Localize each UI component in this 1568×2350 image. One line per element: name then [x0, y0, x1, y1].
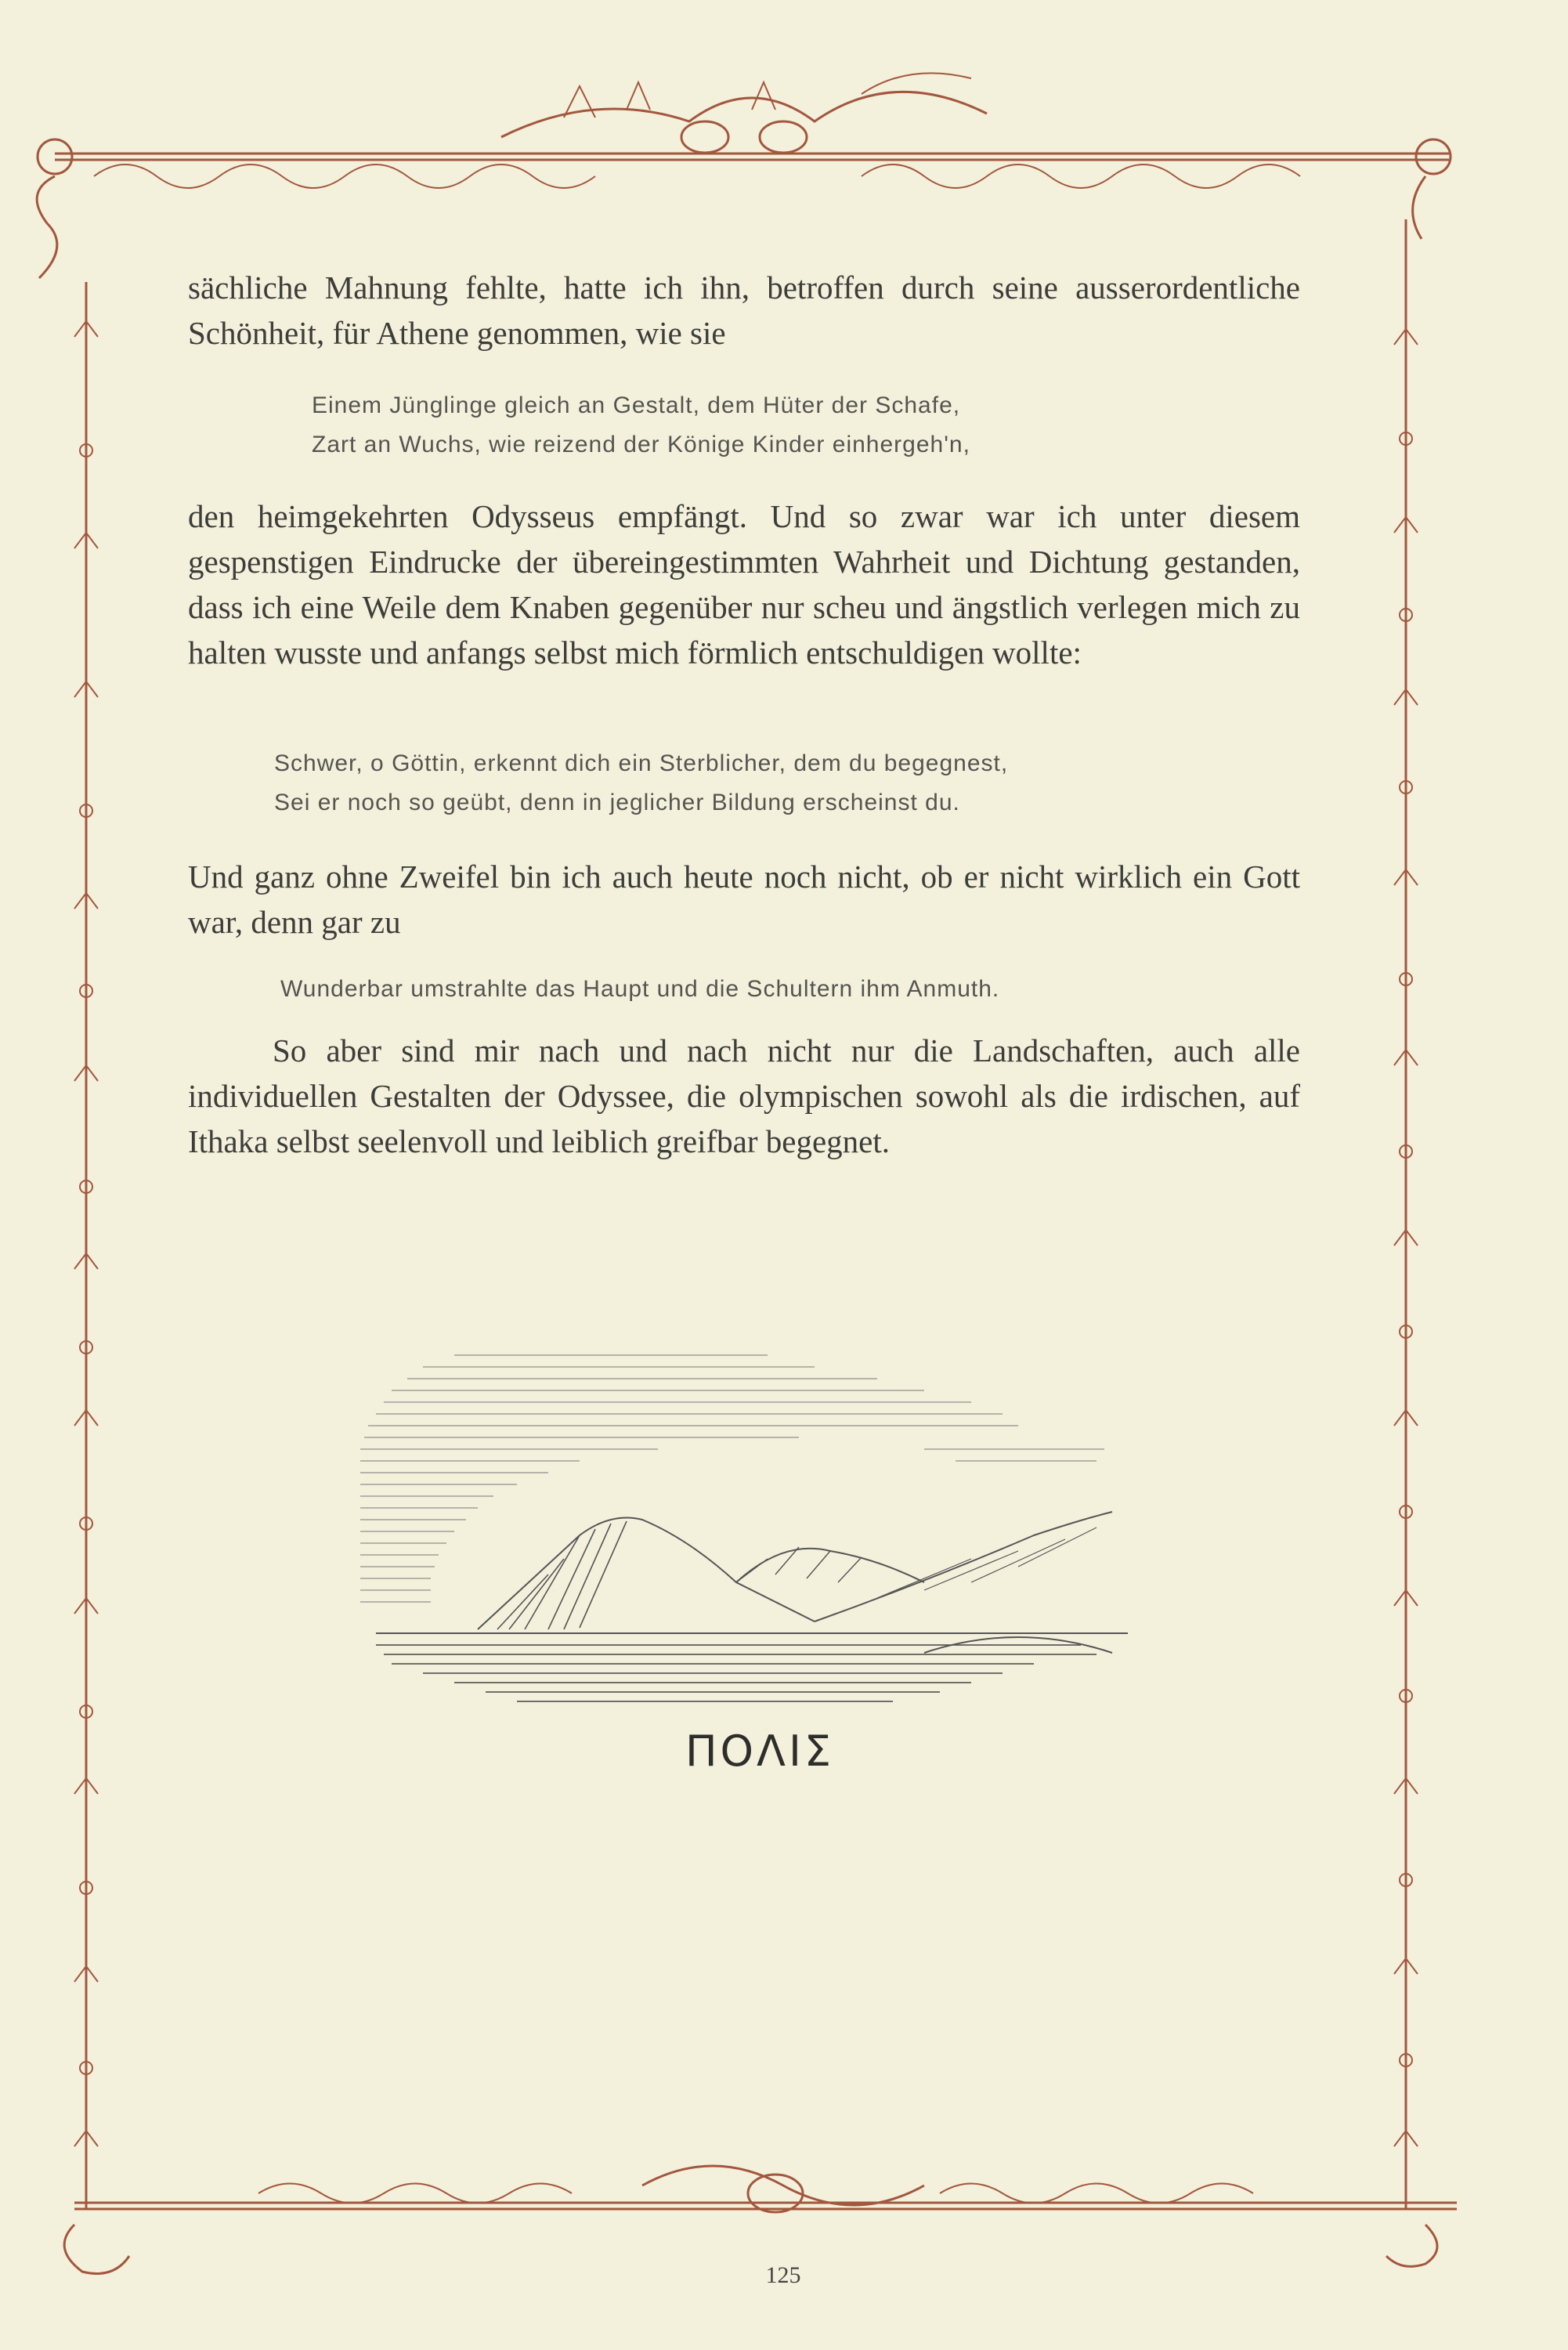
paragraph-1-text: sächliche Mahnung fehlte, hatte ich ihn, betroffen durch seine ausserordentliche Schönheit, für Athene genommen, wie sie — [188, 269, 1300, 351]
paragraph-4-text: So aber sind mir nach und nach nicht nur die Landschaften, auch alle individuellen Gestalten der Odyssee, die olympischen sowohl als die irdischen, auf Ithaka selbst seelenvoll und leiblich greifbar begegnet. — [188, 1032, 1300, 1159]
paragraph-1 — [188, 265, 1300, 356]
paragraph-2-text: den heimgekehrten Odysseus empfängt. Und so zwar war ich unter diesem gespenstigen Eindrucke der übereingestimmten Wahrheit und Dichtung gestanden, dass ich eine Weile dem Knaben gegenüber nur scheu und ängstlich verlegen mich zu halten wusste und anfangs selbst mich förmlich entschuldigen wollte: — [188, 498, 1300, 671]
verse-2-line-1: Schwer, o Göttin, erkennt dich ein Sterblicher, dem du begegnest, — [274, 750, 1009, 776]
verse-1-line-1: Einem Jünglinge gleich an Gestalt, dem Hüter der Schafe, — [312, 392, 961, 418]
verse-3-line-1: Wunderbar umstrahlte das Haupt und die Schultern ihm Anmuth. — [280, 976, 1000, 1002]
mountain-landscape-engraving — [329, 1324, 1198, 1762]
verse-quote-3 — [280, 970, 1393, 1009]
page-number: 125 — [765, 2262, 801, 2288]
illustration-caption: ΠΟΛΙΣ — [685, 1726, 835, 1776]
paragraph-2 — [188, 494, 1300, 675]
paragraph-4 — [188, 1028, 1300, 1164]
paragraph-3-text: Und ganz ohne Zweifel bin ich auch heute noch nicht, ob er nicht wirklich ein Gott war, denn gar zu — [188, 859, 1300, 940]
verse-1-line-2: Zart an Wuchs, wie reizend der Könige Kinder einhergeh'n, — [312, 432, 970, 457]
verse-2-line-2: Sei er noch so geübt, denn in jeglicher Bildung erscheinst du. — [274, 790, 960, 815]
verse-quote-2 — [274, 744, 1386, 822]
paragraph-3 — [188, 854, 1300, 945]
verse-quote-1 — [312, 386, 1424, 465]
